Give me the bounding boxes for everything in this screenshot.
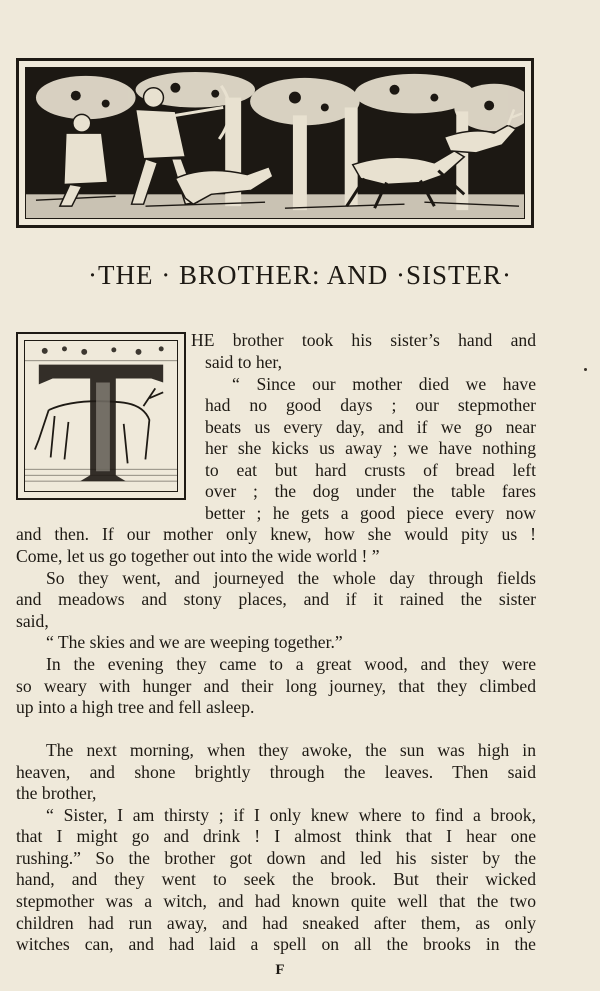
text-line: So they went, and journeyed the whole day through fields (46, 568, 536, 588)
text-line: “ Sister, I am thirsty ; if I only knew where to find a brook, (46, 805, 536, 825)
text-line: beats us every day, and if we go near (205, 417, 536, 437)
woodcut-hunting-scene-icon (25, 67, 525, 219)
text-line: the brother, (16, 783, 97, 803)
text-line: said to her, (205, 352, 282, 372)
text-line: had no good days ; our stepmother (205, 395, 536, 415)
text-line: “ The skies and we are weeping together.” (46, 632, 343, 652)
text-line: and then. If our mother only knew, how she would pity us ! (16, 524, 536, 544)
header-illustration (16, 58, 534, 228)
text-line: so weary with hunger and their long journey, that they climbed (16, 676, 536, 696)
text-line: heaven, and shone brightly through the leaves. Then said (16, 762, 536, 782)
text-line: to eat but hard crusts of bread left (205, 460, 536, 480)
text-line: hand, and they went to seek the brook. But their wicked (16, 869, 536, 889)
text-line: her she kicks us away ; we have nothing (205, 438, 536, 458)
text-line: Come, let us go together out into the wide world ! ” (16, 546, 380, 566)
text-line: The next morning, when they awoke, the sun was high in (46, 740, 536, 760)
text-line: said, (16, 611, 49, 631)
text-line: better ; he gets a good piece every now (205, 503, 536, 523)
drop-cap (16, 332, 186, 500)
chapter-title: ·THE · BROTHER: AND ·SISTER· (88, 260, 512, 290)
text-line: “ Since our mother died we have (232, 374, 536, 394)
page-folio: F (275, 962, 285, 978)
text-line: over ; the dog under the table fares (205, 481, 536, 501)
text-line: stepmother was a witch, and had known quite well that the two (16, 891, 536, 911)
text-line: witches can, and had laid a spell on all the brooks in the (16, 934, 536, 954)
text-line: that I might go and drink ! I almost think that I hear one (16, 826, 536, 846)
text-line: up into a high tree and fell asleep. (16, 697, 255, 717)
text-line: and meadows and stony places, and if it rained the sister (16, 589, 536, 609)
text-line: HE brother took his sister’s hand and (191, 330, 536, 350)
text-line: In the evening they came to a great wood, and they were (46, 654, 536, 674)
text-line: children had run away, and had sneaked after them, as only (16, 913, 536, 933)
page-speck (584, 368, 587, 371)
text-line: rushing.” So the brother got down and led his sister by the (16, 848, 536, 868)
ornamental-initial-icon (24, 340, 178, 492)
